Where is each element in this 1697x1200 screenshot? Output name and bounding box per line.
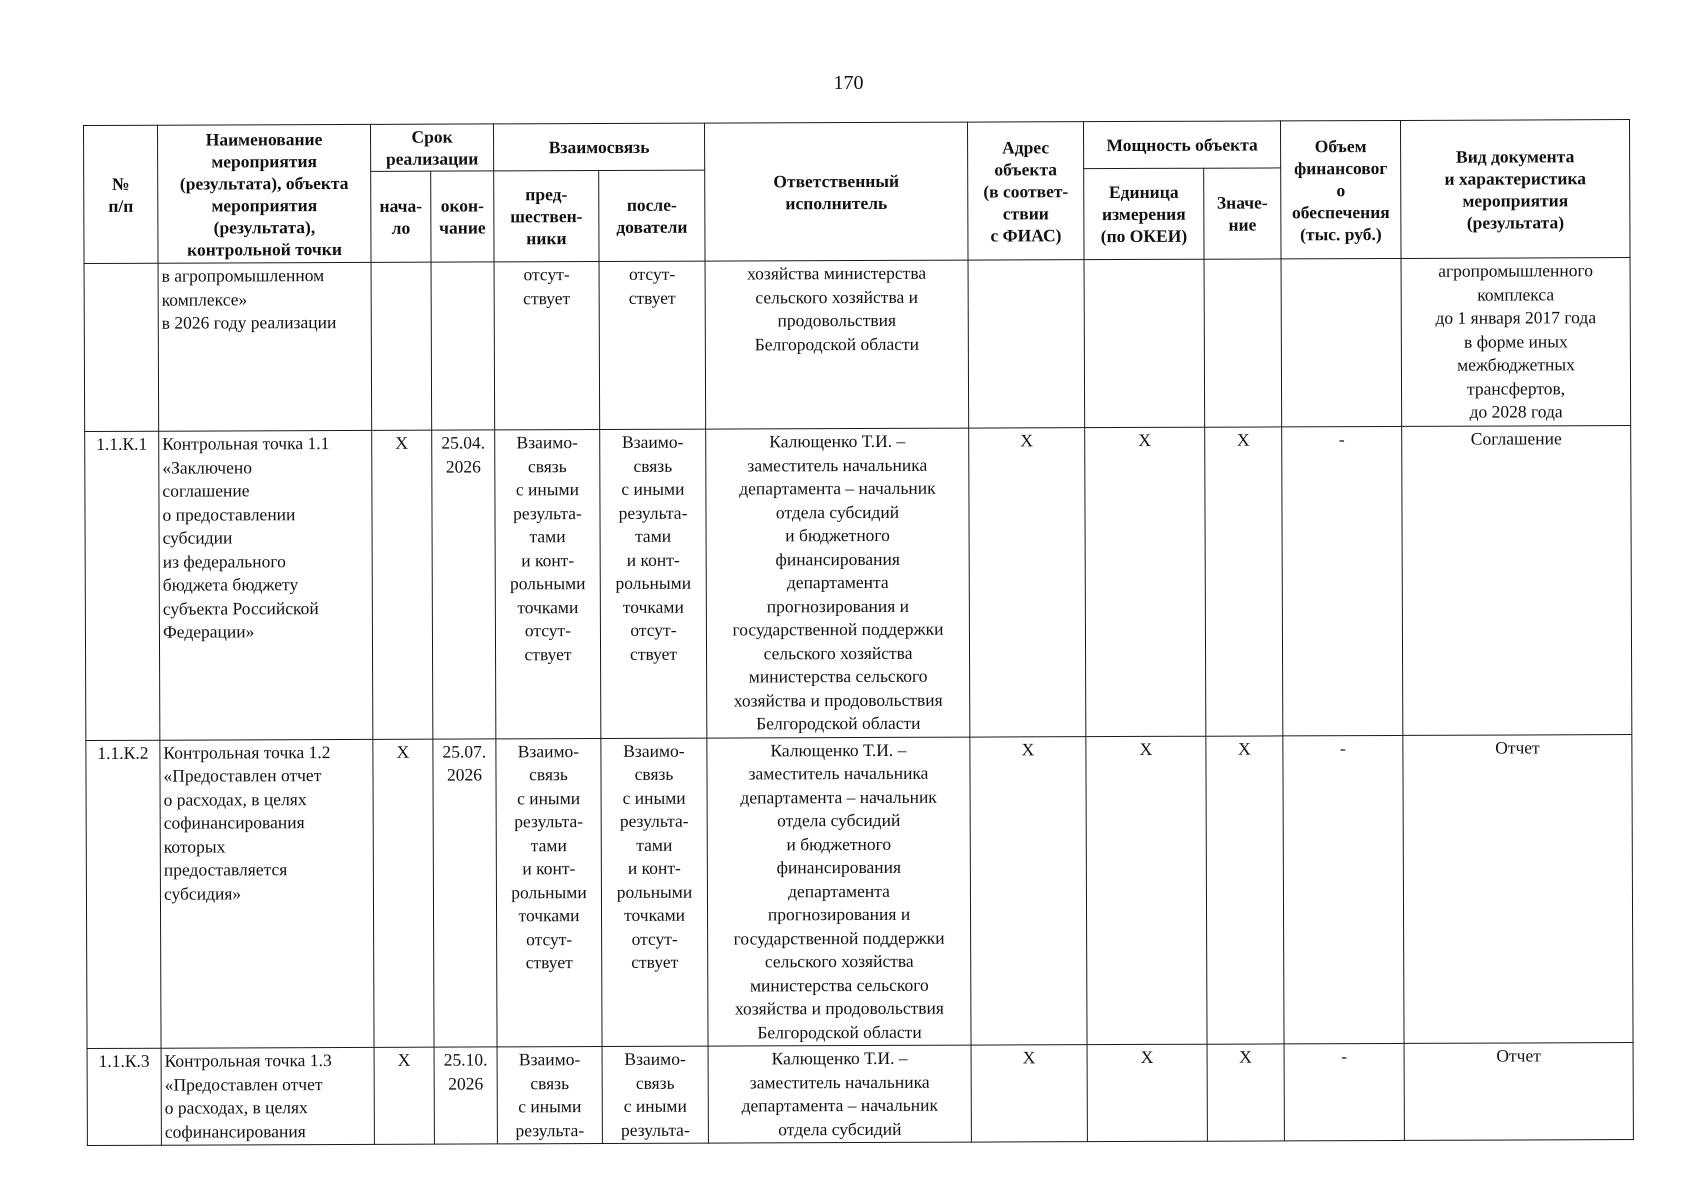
cell-end xyxy=(431,262,495,430)
table-header-row xyxy=(84,120,1630,173)
table-row xyxy=(86,734,1633,1048)
cell-address: X xyxy=(971,1045,1087,1142)
cell-doc: Отчет xyxy=(1404,1043,1633,1141)
cell-num xyxy=(84,263,159,431)
cell-finance: - xyxy=(1284,1043,1404,1140)
measures-table xyxy=(83,119,1634,1146)
cell-unit xyxy=(1084,259,1205,427)
header-num: № п/п xyxy=(84,125,159,263)
cell-succ: отсут- ствует xyxy=(599,261,706,429)
cell-pred: Взаимо- связь с иными результа- тами и конт- рольными точками отсут- ствует xyxy=(496,738,602,1047)
cell-end: 25.07. 2026 xyxy=(433,738,497,1047)
cell-responsible: Калющенко Т.И. – заместитель начальника департамента – начальник отдела субсидий xyxy=(708,1045,971,1143)
header-term-end: окон- чание xyxy=(431,171,494,262)
cell-name: Контрольная точка 1.1 «Заключено соглашение о предоставлении субсидии из федерального бюджета бюджету субъекта Российской Федерации» xyxy=(159,430,373,739)
cell-unit: X xyxy=(1085,427,1206,736)
cell-start: X xyxy=(372,430,433,739)
cell-start: X xyxy=(373,739,434,1048)
header-doc-type: Вид документа и характеристика мероприятия (результата) xyxy=(1401,120,1631,259)
cell-responsible: Калющенко Т.И. – заместитель начальника департамента – начальник отдела субсидий и бюджетного финансирования департамента прогнозирования и государственной поддержки сельского хозяйства министерства сельского хозяйства и продовольствия Белгородской области xyxy=(706,428,970,738)
cell-finance: - xyxy=(1282,426,1403,735)
cell-doc: агропромышленного комплекса до 1 января 2017 года в форме иных межбюджетных трансфертов, до 2028 года xyxy=(1401,258,1631,427)
header-term: Срок реализации xyxy=(370,124,493,171)
cell-name: Контрольная точка 1.2 «Предоставлен отчет о расходах, в целях софинансирования которых предоставляется субсидия» xyxy=(160,739,374,1048)
page-number: 170 xyxy=(833,72,864,94)
cell-responsible: Калющенко Т.И. – заместитель начальника департамента – начальник отдела субсидий и бюджетного финансирования департамента прогнозирования и государственной поддержки сельского хозяйства министерства сельского хозяйства и продовольствия Белгородской области xyxy=(707,737,971,1047)
header-responsible: Ответственный исполнитель xyxy=(705,122,969,261)
cell-succ: Взаимо- связь с иными результа- xyxy=(602,1046,708,1143)
header-finance: Объем финансовог о обеспечения (тыс. руб.) xyxy=(1281,120,1402,258)
table-row xyxy=(87,1043,1633,1146)
cell-start xyxy=(371,262,432,430)
table-row xyxy=(85,426,1632,740)
cell-end: 25.10. 2026 xyxy=(434,1047,497,1144)
header-link-pred: пред- шествен- ники xyxy=(494,171,599,262)
cell-pred: отсут- ствует xyxy=(494,262,600,430)
header-name: Наименование мероприятия (результата), объекта мероприятия (результата), контрольной точки xyxy=(158,124,372,263)
table-row xyxy=(84,258,1631,432)
cell-succ: Взаимо- связь с иными результа- тами и конт- рольными точками отсут- ствует xyxy=(600,429,707,738)
cell-doc: Отчет xyxy=(1403,734,1633,1043)
header-capacity: Мощность объекта xyxy=(1084,121,1281,169)
cell-unit: X xyxy=(1087,1044,1207,1141)
cell-name: в агропромышленном комплексе» в 2026 году реализации xyxy=(158,262,372,431)
header-term-start: нача- ло xyxy=(371,171,431,262)
cell-end: 25.04. 2026 xyxy=(432,430,496,739)
cell-num: 1.1.К.2 xyxy=(86,740,161,1049)
cell-value: X xyxy=(1205,427,1283,736)
header-capacity-unit: Единица измерения (по ОКЕИ) xyxy=(1084,168,1204,259)
cell-value xyxy=(1204,259,1282,427)
cell-pred: Взаимо- связь с иными результа- xyxy=(497,1047,602,1144)
cell-address: X xyxy=(970,736,1087,1045)
cell-name: Контрольная точка 1.3 «Предоставлен отчет о расходах, в целях софинансирования xyxy=(161,1047,374,1145)
cell-pred: Взаимо- связь с иными результа- тами и конт- рольными точками отсут- ствует xyxy=(495,430,601,739)
cell-responsible: хозяйства министерства сельского хозяйства и продовольствия Белгородской области xyxy=(705,260,969,429)
cell-unit: X xyxy=(1086,736,1207,1045)
cell-succ: Взаимо- связь с иными результа- тами и конт- рольными точками отсут- ствует xyxy=(601,738,708,1047)
header-capacity-value: Значе- ние xyxy=(1204,168,1281,259)
cell-start: X xyxy=(374,1047,434,1144)
cell-finance: - xyxy=(1283,735,1404,1044)
cell-num: 1.1.К.3 xyxy=(87,1048,161,1145)
cell-value: X xyxy=(1207,1044,1284,1141)
header-link: Взаимосвязь xyxy=(493,123,704,171)
cell-finance xyxy=(1281,258,1402,426)
header-link-succ: после- дователи xyxy=(599,170,705,261)
cell-address: X xyxy=(969,428,1086,737)
cell-num: 1.1.К.1 xyxy=(85,431,160,740)
cell-address xyxy=(968,260,1085,428)
header-address: Адрес объекта (в соответ- ствии с ФИАС) xyxy=(968,122,1085,260)
cell-value: X xyxy=(1206,735,1284,1044)
cell-doc: Соглашение xyxy=(1402,426,1632,735)
